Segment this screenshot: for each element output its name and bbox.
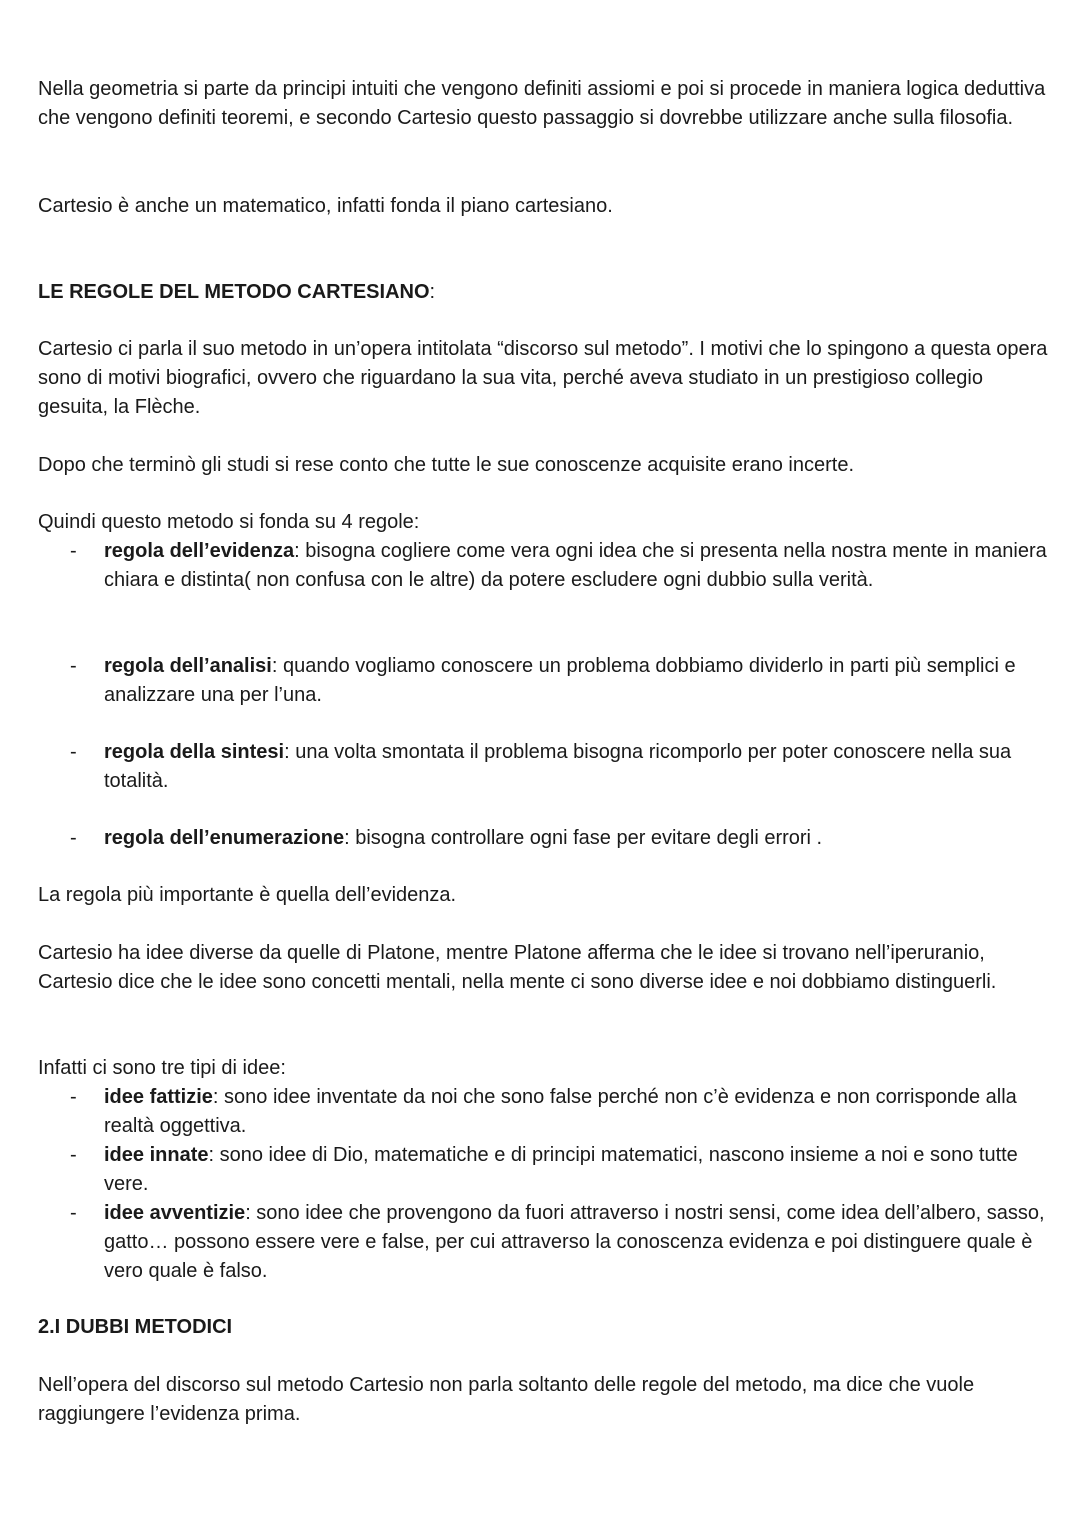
list-item-idee-innate xyxy=(38,1141,1048,1199)
idea-term: idee fattizie xyxy=(104,1086,213,1108)
idea-text: : sono idee che provengono da fuori attraverso i nostri sensi, come idea dell’albero, sasso, gatto… possono essere vere e false, per cui attraverso la conoscenza evidenza e poi distinguere quale è vero quale è falso. xyxy=(104,1202,1045,1282)
idea-term: idee avventizie xyxy=(104,1202,246,1224)
list-dash: - xyxy=(70,1202,77,1224)
paragraph-matematico: Cartesio è anche un matematico, infatti fonda il piano cartesiano. xyxy=(38,195,613,217)
list-item-regola-enumerazione xyxy=(38,824,1048,853)
section-heading-regole xyxy=(38,278,1048,307)
rule-text: : bisogna cogliere come vera ogni idea che si presenta nella nostra mente in maniera chiara e distinta( non confusa con le altre) da potere escludere ogni dubbio sulla verità. xyxy=(104,540,1047,591)
rule-text: : quando vogliamo conoscere un problema dobbiamo dividerlo in parti più semplici e analizzare una per l’una. xyxy=(104,655,1016,706)
paragraph-regola-importante: La regola più importante è quella dell’evidenza. xyxy=(38,884,457,906)
paragraph-geometria: Nella geometria si parte da principi intuiti che vengono definiti assiomi e poi si procede in maniera logica deduttiva che vengono definiti teoremi, e secondo Cartesio questo passaggio si dovrebbe utilizzare anche sulla filosofia. xyxy=(38,78,1046,129)
section-heading-regole-colon: : xyxy=(429,281,436,303)
list-dash: - xyxy=(70,540,77,562)
rule-term: regola dell’enumerazione xyxy=(104,827,345,849)
list-dash: - xyxy=(70,1144,77,1166)
idea-text: : sono idee di Dio, matematiche e di principi matematici, nascono insieme a noi e sono tutte vere. xyxy=(104,1144,1018,1195)
list-dash: - xyxy=(70,827,77,849)
rule-text: : bisogna controllare ogni fase per evitare degli errori . xyxy=(344,827,823,849)
idea-term: idee innate xyxy=(104,1144,209,1166)
rules-list xyxy=(38,537,1048,595)
paragraph-discorso: Cartesio ci parla il suo metodo in un’opera intitolata “discorso sul metodo”. I motivi che lo spingono a questa opera sono di motivi biografici, ovvero che riguardano la sua vita, perché aveva studiato in un prestigioso collegio gesuita, la Flèche. xyxy=(38,338,1048,418)
list-dash: - xyxy=(70,1086,77,1108)
list-item-regola-evidenza xyxy=(38,537,1048,595)
paragraph-evidenza-prima: Nell’opera del discorso sul metodo Cartesio non parla soltanto delle regole del metodo, ma dice che vuole raggiungere l’evidenza prima. xyxy=(38,1374,975,1425)
idea-text: : sono idee inventate da noi che sono false perché non c’è evidenza e non corrisponde alla realtà oggettiva. xyxy=(104,1086,1017,1137)
list-dash: - xyxy=(70,655,77,677)
list-item-idee-avventizie xyxy=(38,1199,1048,1286)
paragraph-quattro-regole: Quindi questo metodo si fonda su 4 regole: xyxy=(38,511,420,533)
paragraph-platone: Cartesio ha idee diverse da quelle di Platone, mentre Platone afferma che le idee si trovano nell’iperuranio, Cartesio dice che le idee sono concetti mentali, nella mente ci sono diverse idee e noi dobbiamo distinguerli. xyxy=(38,942,997,993)
list-item-regola-analisi xyxy=(38,652,1048,710)
rules-list-sintesi xyxy=(38,738,1048,796)
list-dash: - xyxy=(70,741,77,763)
rule-term: regola della sintesi xyxy=(104,741,285,763)
list-item-idee-fattizie xyxy=(38,1083,1048,1141)
paragraph-studi: Dopo che terminò gli studi si rese conto che tutte le sue conoscenze acquisite erano incerte. xyxy=(38,454,855,476)
paragraph-tipi-idee: Infatti ci sono tre tipi di idee: xyxy=(38,1057,286,1079)
section-heading-regole-text: LE REGOLE DEL METODO CARTESIANO xyxy=(38,281,430,303)
rule-term: regola dell’evidenza xyxy=(104,540,295,562)
rule-text: : una volta smontata il problema bisogna ricomporlo per poter conoscere nella sua totalità. xyxy=(104,741,1012,792)
rules-list-enumerazione xyxy=(38,824,1048,853)
rule-term: regola dell’analisi xyxy=(104,655,272,677)
list-item-regola-sintesi xyxy=(38,738,1048,796)
ideas-list xyxy=(38,1083,1048,1286)
section-heading-dubbi: 2.I DUBBI METODICI xyxy=(38,1316,233,1338)
rules-list-analisi xyxy=(38,652,1048,710)
